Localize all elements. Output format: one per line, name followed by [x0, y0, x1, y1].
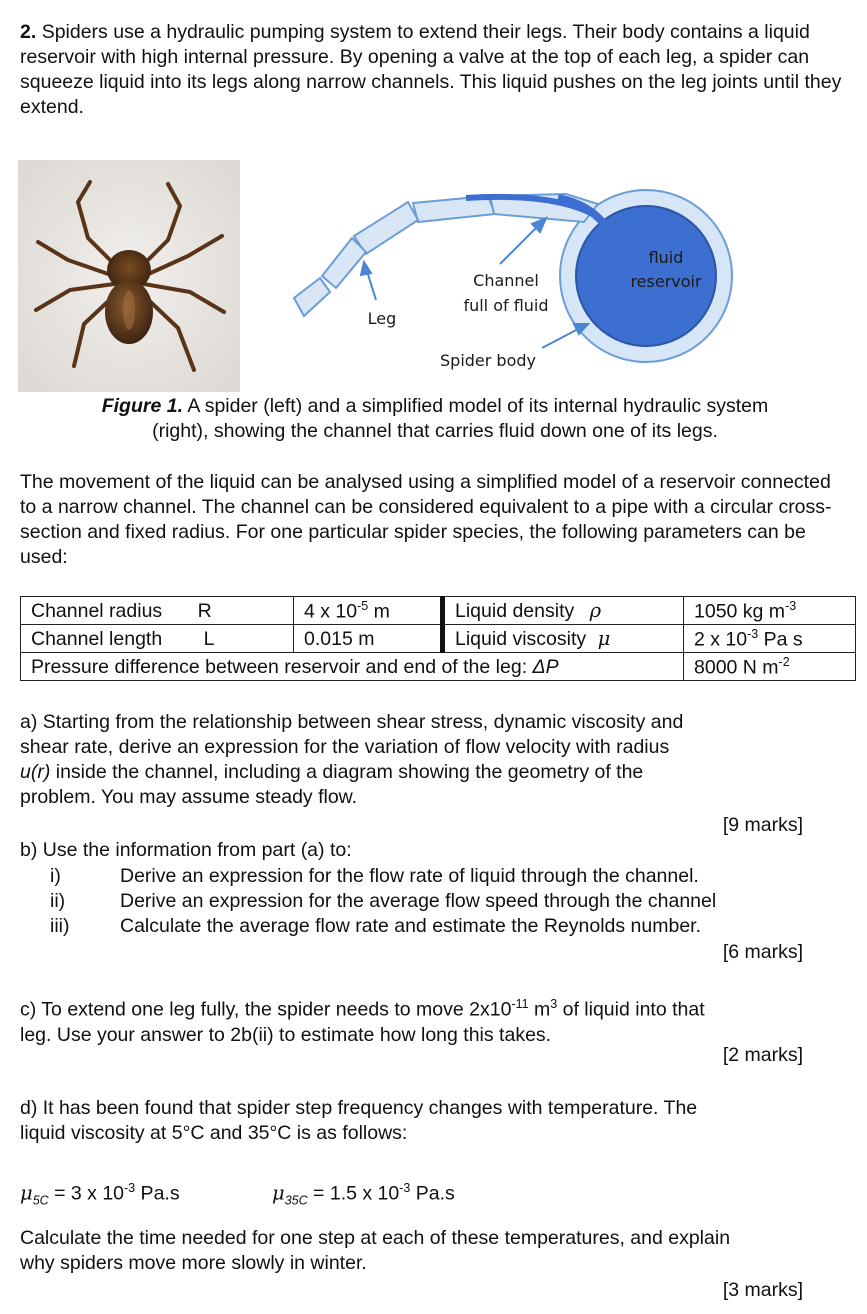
spider-photo [18, 160, 240, 392]
viscosity-35c: $\mu_{35C} = 1.5$ x $10^{-3}$ Pa.s [272, 1181, 455, 1208]
radius-value-cell: 4 x $10^{-5}$ m [294, 597, 443, 625]
viscosity-5c: $\mu_{5C} = 3$ x $10^{-3}$ Pa.s [20, 1181, 180, 1208]
label-reservoir: reservoir [630, 272, 702, 291]
part-a-marks: [9 marks] [722, 814, 803, 836]
density-label-cell: Liquid density ρ [443, 597, 684, 625]
density-symbol: ρ [589, 599, 602, 622]
figure-caption [20, 394, 850, 444]
density-value-cell: 1050 kg $m^{-3}$ [684, 597, 856, 625]
figure-label: Figure 1. [101, 395, 183, 417]
part-a: a) Starting from the relationship between shear stress, dynamic viscosity and shear rate, derive an expression for the variation of flow velocity with radius u(r) inside the channel, including a diagram showing the geometry of the problem. You may assume steady flow. [20, 711, 684, 808]
pressure-value-cell: 8000 N $m^{-2}$ [684, 653, 856, 681]
part-b-item-1: i) Derive an expression for the flow rate of liquid through the channel. [50, 865, 699, 887]
caption-line-1: A spider (left) and a simplified model of its internal hydraulic system [183, 395, 769, 417]
part-b-item-2: ii) Derive an expression for the average flow speed through the channel [50, 890, 717, 912]
part-b-marks: [6 marks] [722, 941, 803, 963]
viscosity-value-cell: 2 x $10^{-3}$ Pa s [684, 625, 856, 653]
figure-1 [18, 158, 858, 388]
part-d: d) It has been found that spider step frequency changes with temperature. The liquid viscosity at 5°C and 35°C is as follows: [20, 1097, 698, 1144]
question-intro [20, 20, 850, 120]
table-row [21, 597, 856, 625]
parameters-table [20, 596, 856, 681]
pressure-label-cell: Pressure difference between reservoir and end of the leg: ΔP [21, 653, 684, 681]
label-leg: Leg [367, 309, 397, 328]
viscosity-symbol: μ [597, 627, 611, 650]
part-c: c) To extend one leg fully, the spider needs to move $2x10^{-11}$ $m^3$ of liquid into that leg. Use your answer to 2b(ii) to estimate how long this takes. [20, 997, 705, 1046]
radius-label-cell: Channel radius R [21, 597, 294, 625]
table-row [21, 625, 856, 653]
pressure-symbol: ΔP [532, 655, 559, 678]
label-fluid: fluid [648, 248, 684, 267]
intro-text: Spiders use a hydraulic pumping system to extend their legs. Their body contains a liquid reservoir with high internal pressure. By opening a valve at the top of each leg, a spider can squeeze liquid into its legs along narrow channels. This liquid pushes on the leg joints until they extend. [20, 21, 842, 118]
label-channel: Channel [473, 271, 539, 290]
viscosity-label-cell: Liquid viscosity μ [443, 625, 684, 653]
part-b-heading: b) Use the information from part (a) to: [20, 839, 352, 861]
leg-segments [294, 194, 598, 316]
radius-symbol: R [197, 599, 212, 622]
length-label-cell: Channel length L [21, 625, 294, 653]
part-d-question: Calculate the time needed for one step at each of these temperatures, and explain why spiders move more slowly in winter. [20, 1227, 731, 1274]
question-number: 2. [20, 21, 37, 43]
params-intro: The movement of the liquid can be analysed using a simplified model of a reservoir connected to a narrow channel. The channel can be considered equivalent to a pipe with a circular cross-section and fixed radius. For one particular spider species, the following parameters can be used: [20, 471, 832, 568]
caption-line-2: (right), showing the channel that carries fluid down one of its legs. [152, 420, 718, 442]
table-row [21, 653, 856, 681]
part-b-item-3: iii) Calculate the average flow rate and estimate the Reynolds number. [50, 915, 702, 937]
label-spider-body: Spider body [440, 351, 536, 370]
hydraulic-model-diagram [258, 158, 858, 388]
length-symbol: L [203, 627, 215, 650]
length-value-cell: 0.015 m [294, 625, 443, 653]
label-full-of-fluid: full of fluid [463, 296, 549, 315]
part-c-marks: [2 marks] [722, 1044, 803, 1066]
part-d-marks: [3 marks] [722, 1279, 803, 1301]
